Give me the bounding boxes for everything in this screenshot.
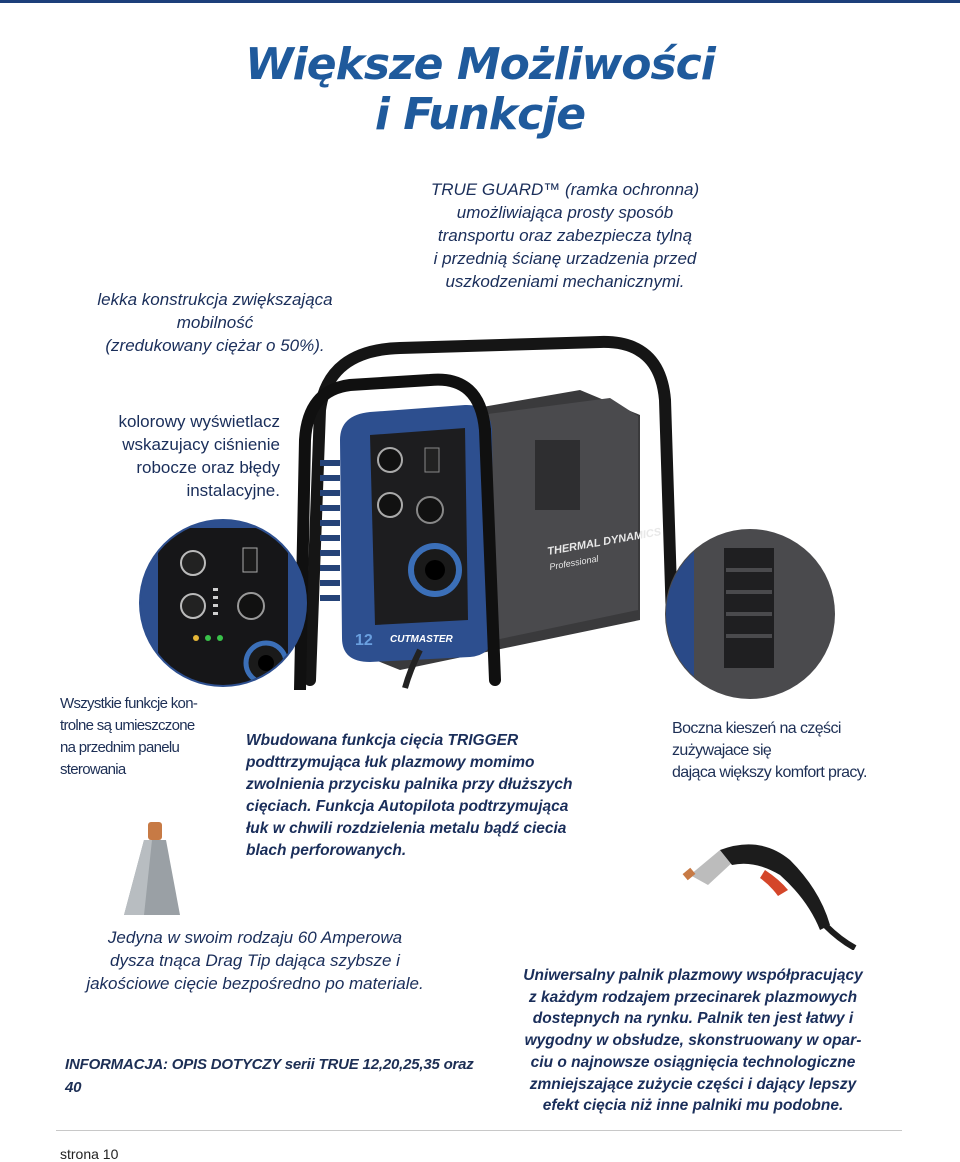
page-title: [200, 40, 760, 140]
callout-line: i przednią ścianę urzadzenia przed: [433, 249, 697, 268]
callout-line: wygodny w obsłudze, skonstruowany w opar-: [524, 1032, 862, 1050]
page-number: strona 10: [60, 1146, 119, 1162]
callout-line: cięciach. Funkcja Autopilota podtrzymująca: [246, 798, 569, 815]
brand-sub: Professional: [548, 553, 600, 572]
callout-line: Boczna kieszeń na części: [672, 720, 841, 737]
callout-line: lekka konstrukcja zwiększająca: [97, 290, 333, 309]
side-pocket-zoom: [664, 528, 836, 700]
callout-line: zmniejszające zużycie części i dający lepszy: [529, 1075, 857, 1093]
info-note: INFORMACJA: OPIS DOTYCZY serii TRUE 12,20,25,35 oraz 40: [65, 1056, 474, 1096]
callout-line: dysza tnąca Drag Tip dająca szybsze i: [110, 951, 400, 970]
callout-line: zużywajace się: [672, 742, 772, 759]
callout-line: łuk w chwili rozdzielenia metalu bądź ciecia: [246, 820, 567, 837]
callout-line: (zredukowany ciężar o 50%).: [105, 336, 325, 355]
callout-line: Uniwersalny palnik plazmowy współpracujący: [523, 967, 863, 984]
callout-boczna: [672, 718, 922, 784]
drag-tip-nozzle-image: [120, 820, 190, 915]
callout-line: kolorowy wyświetlacz: [118, 412, 280, 431]
callout-line: Jedyna w swoim rodzaju 60 Amperowa: [107, 928, 403, 947]
callout-wbudowana: [246, 730, 636, 862]
brand-label: THERMAL DYNAMICS: [546, 526, 663, 558]
callout-line: blach perforowanych.: [246, 842, 407, 859]
callout-line: robocze oraz błędy: [136, 458, 280, 477]
callout-true-guard: [380, 178, 750, 293]
callout-jedyna: [50, 926, 460, 995]
plasma-torch-image: [680, 830, 860, 950]
callout-line: dostepnych na rynku. Palnik ten jest łatwy i: [532, 1010, 854, 1028]
callout-uniwersalny: [493, 965, 893, 1117]
title-line-2: i Funkcje: [374, 89, 586, 140]
callout-line: trolne są umieszczone: [60, 717, 195, 734]
top-rule: [0, 0, 960, 3]
callout-line: TRUE GUARD™ (ramka ochronna): [430, 180, 700, 199]
callout-line: dająca większy komfort pracy.: [672, 764, 867, 781]
callout-line: efekt cięcia niż inne palniki mu podobne.: [542, 1097, 844, 1115]
model-badge: 12: [355, 632, 373, 649]
callout-line: na przednim panelu: [60, 739, 180, 756]
callout-line: transportu oraz zabezpiecza tylną: [437, 226, 693, 245]
callout-line: instalacyjne.: [186, 481, 280, 500]
control-panel-zoom: [138, 518, 308, 688]
callout-line: z każdym rodzajem przecinarek plazmowych: [528, 988, 858, 1006]
callout-kolorowy: [50, 410, 280, 502]
callout-wszystkie: [60, 693, 230, 781]
callout-line: mobilność: [176, 313, 254, 332]
callout-line: uszkodzeniami mechanicznymi.: [445, 272, 685, 291]
callout-line: podttrzymująca łuk plazmowy momimo: [246, 754, 535, 771]
callout-line: ciu o najnowsze osiągnięcia technologiczne: [530, 1053, 856, 1071]
callout-line: zwolnienia przycisku palnika przy dłuższych: [246, 776, 573, 793]
callout-line: wskazujacy ciśnienie: [122, 435, 280, 454]
callout-line: Wszystkie funkcje kon-: [60, 695, 198, 712]
callout-line: jakościowe cięcie bezpośredno po materiale.: [86, 974, 424, 993]
title-line-1: Większe Możliwości: [245, 39, 715, 90]
callout-line: umożliwiająca prosty sposób: [456, 203, 674, 222]
footer-rule: [56, 1130, 902, 1131]
callout-line: sterowania: [60, 761, 126, 778]
callout-line: Wbudowana funkcja cięcia TRIGGER: [246, 732, 519, 749]
model-label: CUTMASTER: [390, 634, 453, 645]
